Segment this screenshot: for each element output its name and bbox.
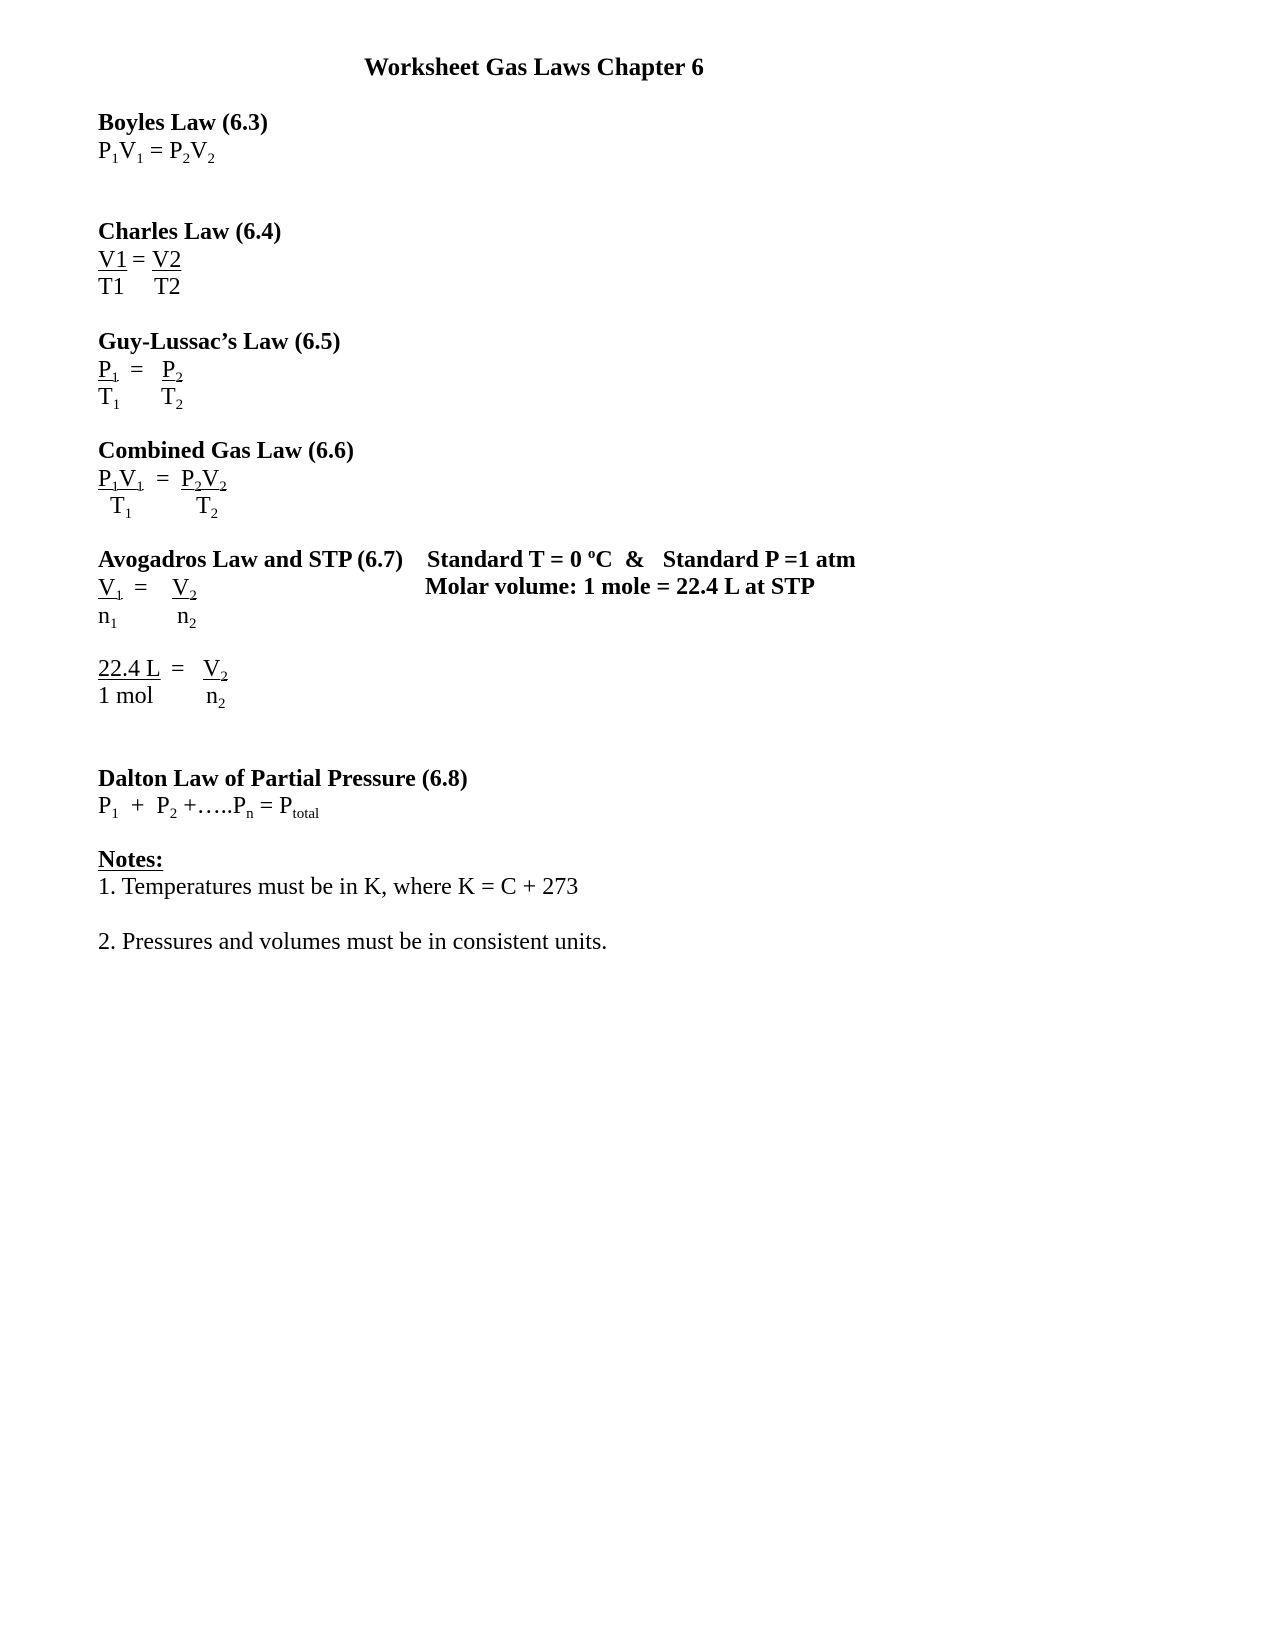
stp-equals: =	[171, 656, 185, 682]
gay-lussac-law-heading: Guy-Lussac’s Law (6.5)	[98, 329, 341, 355]
charles-denominator-left: T1	[98, 274, 125, 300]
boyles-law-heading: Boyles Law (6.3)	[98, 110, 268, 136]
standard-pressure: Standard P =1 atm	[662, 547, 856, 573]
gay-lussac-numerator-left: $P_1$	[98, 357, 119, 386]
avogadro-numerator-right: $V_2$	[172, 575, 197, 604]
standard-conditions: Standard T = 0 $^o$C & Standard P =1 atm	[427, 546, 856, 573]
dalton-law-formula: $P_1 + P_2$ $+\dots..P_n = P_{total}$	[98, 793, 320, 822]
stp-denominator-left: 1 mol	[98, 683, 154, 709]
charles-numerator-right: V2	[152, 247, 182, 273]
avogadro-denominator-right: $n_2$	[177, 603, 197, 632]
avogadro-equals: =	[134, 575, 148, 601]
page-title: Worksheet Gas Laws Chapter 6	[364, 54, 704, 81]
avogadro-law-heading: Avogadros Law and STP (6.7)	[98, 547, 404, 573]
combined-numerator-right: $P_2V_2$	[181, 466, 227, 495]
charles-law-heading: Charles Law (6.4)	[98, 219, 282, 245]
stp-numerator-left: 22.4 L	[98, 656, 161, 682]
avogadro-numerator-left: $V_1$	[98, 575, 123, 604]
combined-denominator-left: $T_1$	[110, 493, 133, 522]
degree-symbol: o	[587, 546, 596, 562]
combined-gas-law-heading: Combined Gas Law (6.6)	[98, 438, 355, 464]
gay-lussac-denominator-right: $T_2$	[161, 384, 184, 413]
stp-denominator-right: $n_2$	[206, 683, 226, 712]
boyles-law-formula: $P_1V_1 = P_2V_2$	[98, 138, 215, 167]
charles-numerator-left: V1	[98, 247, 128, 273]
charles-equals: =	[132, 247, 146, 273]
avogadro-denominator-left: $n_1$	[98, 603, 118, 632]
note-item-1: 1. Temperatures must be in K, where K = C + 273	[98, 874, 579, 900]
notes-heading: Notes:	[98, 847, 164, 873]
molar-volume: Molar volume: 1 mole = 22.4 L at STP	[425, 574, 815, 600]
standard-temperature: Standard T = 0	[427, 547, 582, 573]
dalton-law-heading: Dalton Law of Partial Pressure (6.8)	[98, 766, 468, 792]
gay-lussac-numerator-right: $P_2$	[162, 357, 183, 386]
combined-equals: =	[156, 466, 170, 492]
gay-lussac-denominator-left: $T_1$	[98, 384, 121, 413]
gay-lussac-equals: =	[130, 357, 144, 383]
combined-numerator-left: $P_1V_1$	[98, 466, 144, 495]
note-item-2: 2. Pressures and volumes must be in consistent units.	[98, 929, 608, 955]
stp-numerator-right: $V_2$	[203, 656, 228, 685]
charles-denominator-right: T2	[154, 274, 181, 300]
combined-denominator-right: $T_2$	[196, 493, 219, 522]
ampersand: &	[624, 547, 645, 573]
